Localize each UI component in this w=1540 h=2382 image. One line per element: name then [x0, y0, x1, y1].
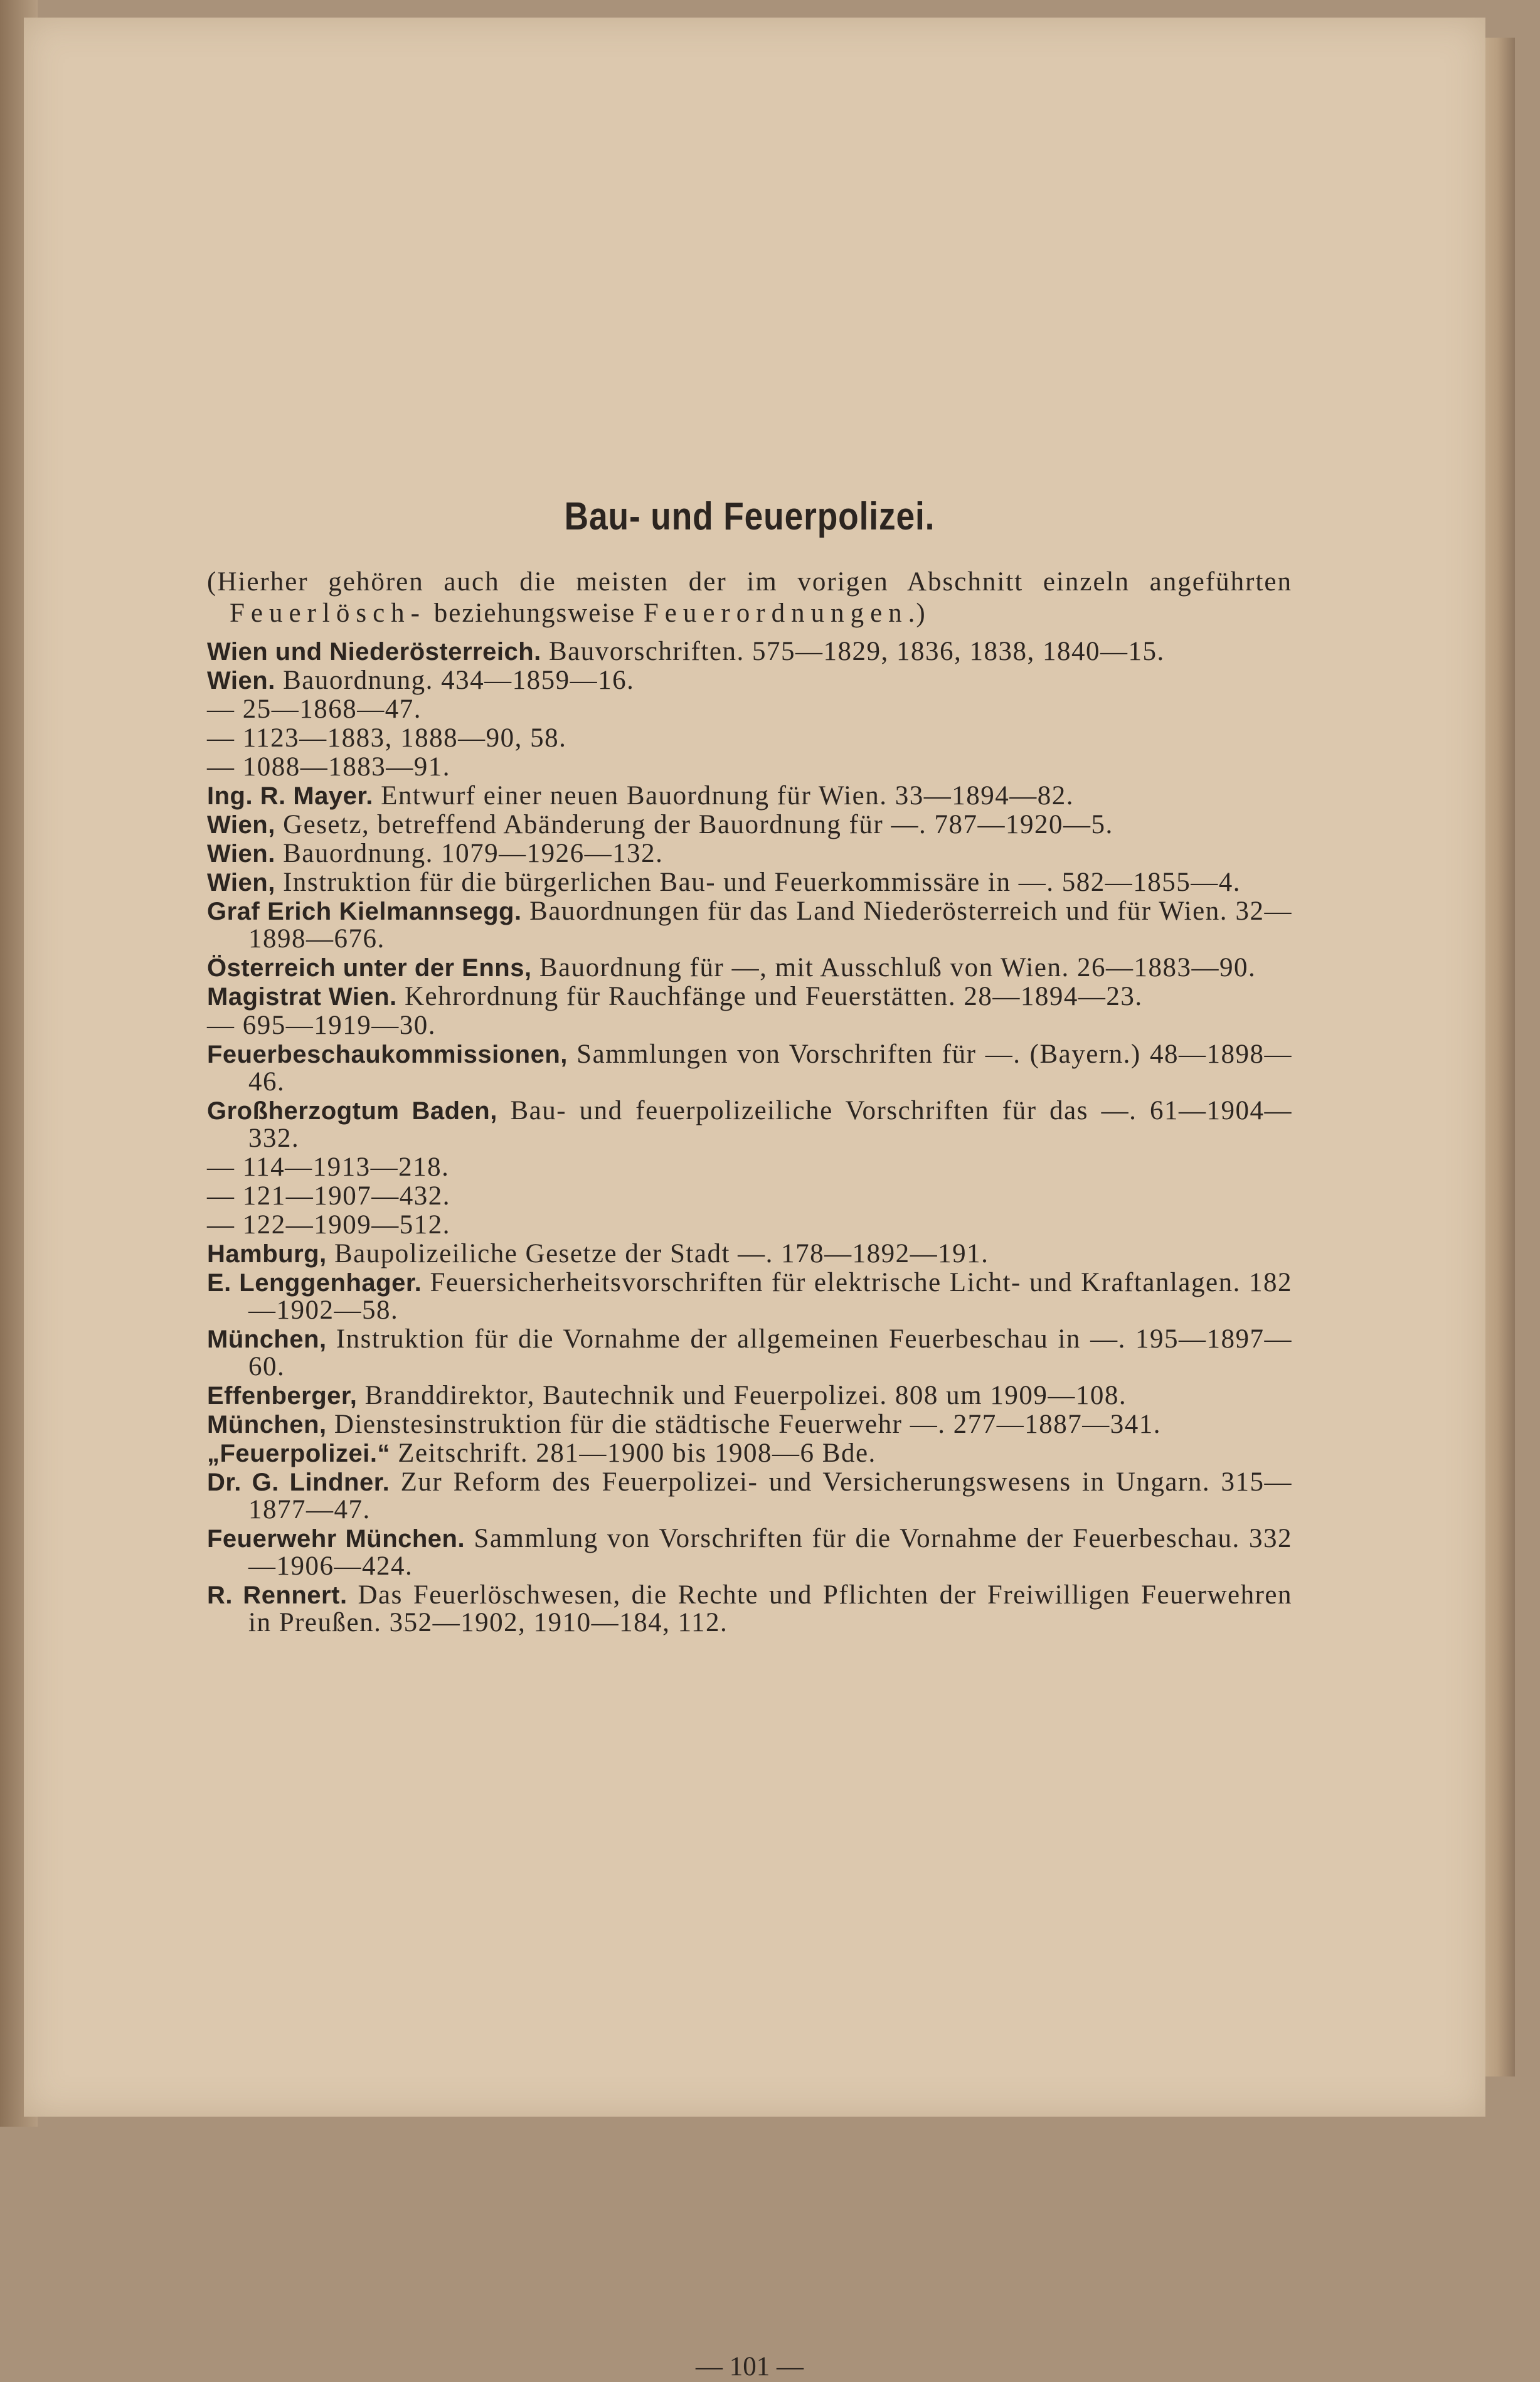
bibliography-entry: [207, 1411, 1292, 1438]
bibliography-entry: [207, 1154, 1292, 1181]
entry-author: R. Rennert.: [207, 1582, 348, 1609]
intro-note: [207, 566, 1292, 629]
entry-author: Feuerbeschaukommissionen,: [207, 1041, 568, 1068]
entry-text: Baupolizeiliche Gesetze der Stadt —. 178—1892—191.: [326, 1239, 989, 1268]
bibliography-entry: [207, 1582, 1292, 1637]
book-page: [24, 18, 1485, 2381]
entry-text: Kehrordnung für Rauchfänge und Feuerstätten. 28—1894—23.: [396, 982, 1143, 1011]
entry-author: Magistrat Wien.: [207, 983, 397, 1011]
intro-spaced-word-1: Feuerlösch-: [230, 598, 426, 628]
entry-author: Hamburg,: [207, 1240, 327, 1268]
entry-text: Entwurf einer neuen Bauordnung für Wien. 33—1894—82.: [373, 781, 1074, 811]
entry-text: — 121—1907—432.: [207, 1181, 450, 1211]
entry-author: E. Lenggenhager.: [207, 1269, 422, 1297]
bibliography-entry: [207, 1012, 1292, 1039]
bibliography-entry: [207, 1469, 1292, 1524]
bibliography-entry: [207, 1525, 1292, 1580]
bibliography-list: [207, 638, 1292, 1637]
bibliography-entry: [207, 1440, 1292, 1467]
entry-text: — 114—1913—218.: [207, 1152, 450, 1182]
entry-text: Bauordnung. 1079—1926—132.: [275, 839, 664, 868]
entry-author: Dr. G. Lindner.: [207, 1469, 390, 1496]
bibliography-entry: [207, 725, 1292, 752]
bibliography-entry: [207, 983, 1292, 1011]
entry-text: Das Feuerlöschwesen, die Rechte und Pflichten der Freiwilligen Feuerwehren in Preußen. 352—1902, 1910—184, 112.: [248, 1580, 1292, 1637]
entry-author: Wien und Niederösterreich.: [207, 638, 541, 666]
entry-author: Wien,: [207, 811, 275, 839]
entry-text: Bauordnungen für das Land Niederösterreich und für Wien. 32—1898—676.: [248, 896, 1292, 954]
bibliography-entry: [207, 1211, 1292, 1239]
bibliography-entry: [207, 811, 1292, 839]
bibliography-entry: [207, 696, 1292, 723]
entry-text: Bauordnung für —, mit Ausschluß von Wien. 26—1883—90.: [531, 953, 1256, 982]
entry-author: Effenberger,: [207, 1382, 358, 1410]
entry-text: — 122—1909—512.: [207, 1210, 450, 1240]
entry-text: Instruktion für die Vornahme der allgemeinen Feuerbeschau in —. 195—1897—60.: [248, 1324, 1292, 1381]
entry-text: Branddirektor, Bautechnik und Feuerpolizei. 808 um 1909—108.: [357, 1381, 1127, 1410]
entry-author: Österreich unter der Enns,: [207, 954, 532, 982]
entry-author: Ing. R. Mayer.: [207, 782, 373, 810]
entry-text: Bau- und feuerpolizeiliche Vorschriften für das —. 61—1904—332.: [248, 1096, 1292, 1153]
bibliography-entry: [207, 869, 1292, 896]
entry-author: Wien,: [207, 869, 275, 896]
bibliography-entry: [207, 1382, 1292, 1410]
page-content: [207, 494, 1292, 2381]
entry-text: Zeitschrift. 281—1900 bis 1908—6 Bde.: [390, 1438, 876, 1468]
intro-text-middle: beziehungsweise: [426, 598, 644, 628]
intro-text-before: (Hierher gehören auch die meisten der im vorigen Abschnitt einzeln angeführten: [207, 567, 1292, 597]
entry-author: Graf Erich Kielmannsegg.: [207, 898, 522, 925]
entry-author: Wien.: [207, 840, 275, 868]
bibliography-entry: [207, 782, 1292, 810]
bibliography-entry: [207, 753, 1292, 781]
bibliography-entry: [207, 954, 1292, 982]
entry-text: Bauordnung. 434—1859—16.: [275, 666, 635, 695]
bibliography-entry: [207, 1240, 1292, 1268]
bibliography-entry: [207, 1097, 1292, 1152]
entry-author: „Feuerpolizei.“: [207, 1440, 390, 1467]
entry-text: Bauvorschriften. 575—1829, 1836, 1838, 1840—15.: [541, 637, 1165, 666]
section-heading: Bau- und Feuerpolizei.: [564, 495, 935, 538]
entry-text: Zur Reform des Feuerpolizei- und Versicherungswesens in Ungarn. 315—1877—47.: [248, 1467, 1292, 1524]
entry-text: Instruktion für die bürgerlichen Bau- und Feuerkommissäre in —. 582—1855—4.: [275, 868, 1241, 897]
entry-text: Gesetz, betreffend Abänderung der Bauordnung für —. 787—1920—5.: [275, 810, 1113, 839]
entry-author: München,: [207, 1411, 327, 1438]
bibliography-entry: [207, 840, 1292, 868]
intro-spaced-word-2: Feuerordnungen: [643, 598, 908, 628]
entry-author: Großherzogtum Baden,: [207, 1097, 497, 1125]
entry-text: — 695—1919—30.: [207, 1011, 436, 1040]
entry-text: Sammlung von Vorschriften für die Vornahme der Feuerbeschau. 332—1906—424.: [248, 1524, 1292, 1581]
bibliography-entry: [207, 1041, 1292, 1096]
entry-text: Sammlungen von Vorschriften für —. (Bayern.) 48—1898—46.: [248, 1039, 1292, 1097]
page-number: — 101 —: [696, 2352, 804, 2381]
bibliography-entry: [207, 638, 1292, 666]
bibliography-entry: [207, 1269, 1292, 1324]
entry-author: Wien.: [207, 667, 275, 694]
intro-text-after: .): [908, 598, 927, 628]
bibliography-entry: [207, 898, 1292, 953]
entry-text: — 1088—1883—91.: [207, 752, 450, 782]
bibliography-entry: [207, 667, 1292, 694]
bibliography-entry: [207, 1326, 1292, 1381]
entry-text: Feuersicherheitsvorschriften für elektrische Licht- und Kraftanlagen. 182—1902—58.: [248, 1268, 1292, 1325]
entry-text: Dienstesinstruktion für die städtische Feuerwehr —. 277—1887—341.: [326, 1410, 1161, 1439]
entry-text: — 25—1868—47.: [207, 694, 422, 724]
entry-text: — 1123—1883, 1888—90, 58.: [207, 723, 567, 753]
bibliography-entry: [207, 1183, 1292, 1210]
entry-author: Feuerwehr München.: [207, 1525, 465, 1553]
entry-author: München,: [207, 1326, 327, 1353]
